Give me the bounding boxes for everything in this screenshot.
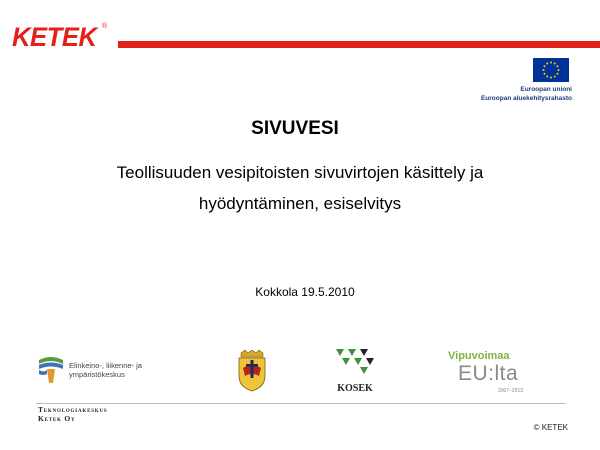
vipuvoimaa-logo	[448, 350, 568, 396]
subtitle-line2: hyödyntäminen, esiselvitys	[198, 194, 402, 213]
footer-org	[38, 405, 107, 423]
vipu-years-text: 2007–2013	[498, 388, 524, 394]
kosek-logo	[333, 347, 377, 395]
kosek-triangles-icon	[333, 347, 377, 377]
registered-mark: ®	[102, 23, 108, 30]
page-title: SIVUVESI	[251, 118, 339, 139]
eu-label-line1: Euroopan unioni	[520, 86, 572, 93]
footer-org-line1: Teknologiakeskus	[38, 405, 108, 414]
vipuvoimaa-text: Vipuvoimaa	[448, 350, 510, 362]
ely-logo	[36, 355, 156, 387]
kosek-text: KOSEK	[337, 383, 373, 394]
eu-lta-text: EU:lta	[458, 362, 519, 385]
coat-of-arms-icon	[236, 350, 268, 392]
eu-label	[470, 86, 572, 103]
footer-org-line2: Ketek Oy	[38, 414, 76, 423]
eu-flag	[533, 58, 569, 82]
ely-emblem-icon	[36, 355, 66, 385]
footer-rule	[36, 403, 566, 404]
ely-text-line2: ympäristökeskus	[69, 370, 125, 379]
ketek-logo	[12, 22, 107, 52]
coat-of-arms-logo	[236, 350, 268, 392]
header-rule	[118, 41, 600, 48]
ely-text-line1: Elinkeino-, liikenne- ja	[69, 361, 142, 370]
copyright: © KETEK	[533, 423, 568, 432]
eu-stars-icon	[533, 58, 569, 82]
ely-text	[69, 361, 142, 379]
date-line: Kokkola 19.5.2010	[255, 285, 355, 299]
eu-label-line2: Euroopan aluekehitysrahasto	[480, 94, 572, 102]
ketek-logo-text: KETEK	[12, 22, 97, 52]
subtitle-line1: Teollisuuden vesipitoisten sivuvirtojen käsittely ja	[116, 163, 484, 182]
